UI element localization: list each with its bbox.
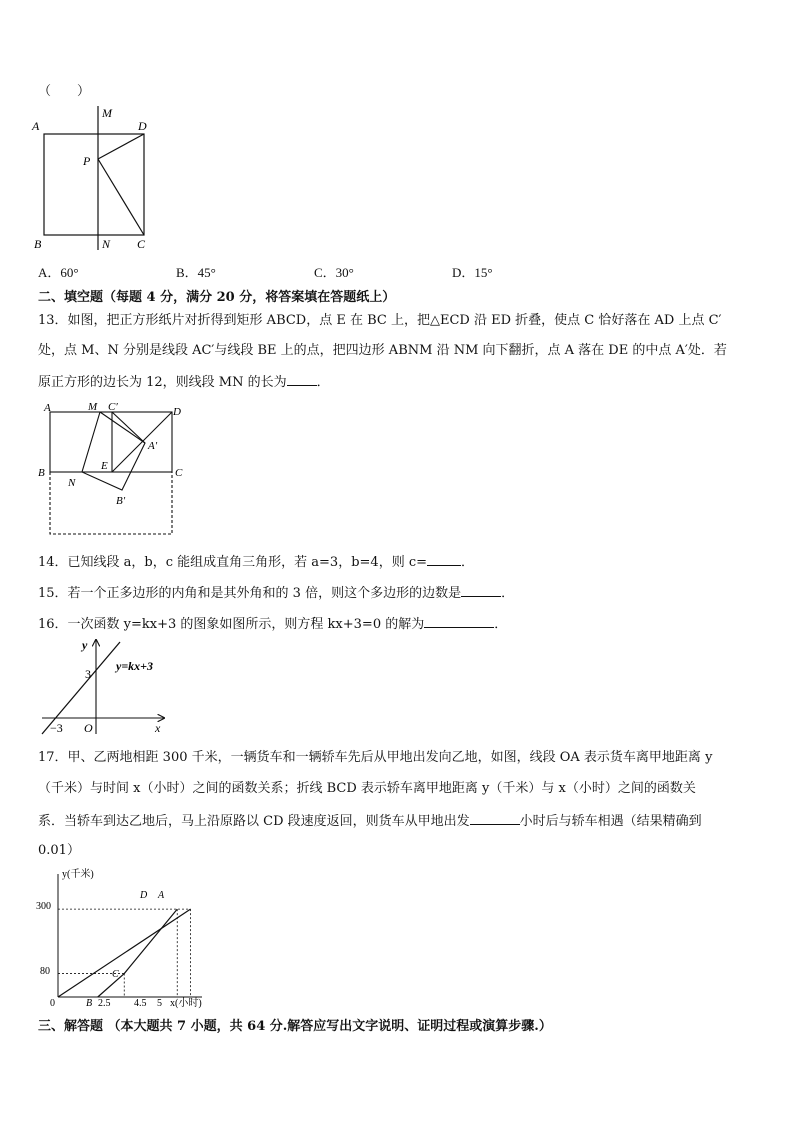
q12-choice-a[interactable]: A．60° [38, 265, 79, 280]
q17-series-line-1 [98, 909, 178, 997]
q17-label-c: C [112, 969, 119, 980]
q16-label-neg3: −3 [50, 721, 63, 735]
q17-label-a: A [158, 890, 165, 901]
q17-tick-300: 300 [36, 901, 51, 912]
q17-ylabel: y(千米) [62, 869, 94, 880]
q16-text [38, 615, 507, 633]
q17-label-d: D [140, 890, 148, 901]
q12-label-m: M [102, 106, 112, 120]
q16-label-3: 3 [85, 667, 91, 681]
q13-label-e: E [101, 460, 108, 472]
q16-label-y: y [82, 638, 88, 652]
q13-folded-quad [82, 412, 145, 490]
section2-heading: 二、填空题（每题 4 分，满分 20 分，将答案填在答题纸上） [38, 290, 396, 305]
q17-text-line1: 17．甲、乙两地相距 300 千米，一辆货车和一辆轿车先后从甲地出发向乙地，如图，线段 OA 表示货车离甲地距离 y [38, 750, 713, 765]
q12-choice-d[interactable]: D．15° [452, 265, 493, 280]
q13-label-b: B [38, 467, 45, 479]
q16-text-body: 16．一次函数 y=kx+3 的图象如图所示，则方程 kx+3=0 的解为 [38, 617, 425, 632]
q12-label-n: N [102, 237, 111, 251]
q17-tick-2.5: 2.5 [98, 998, 111, 1009]
q15-text [38, 584, 514, 602]
q13-label-d: D [173, 406, 181, 418]
q16-end-mark: ． [494, 617, 508, 632]
q14-text [38, 553, 474, 571]
q13-label-b1: B′ [116, 495, 126, 507]
q17-xlabel: x(小时) [170, 998, 202, 1009]
q16-figure [36, 634, 176, 738]
q17-tick-4.5: 4.5 [134, 998, 147, 1009]
q12-choice-b[interactable]: B．45° [176, 265, 216, 280]
q15-answer-blank[interactable] [461, 584, 501, 597]
q12-label-d: D [138, 119, 147, 133]
q16-answer-blank[interactable] [424, 615, 494, 628]
q15-end-mark: ． [501, 586, 515, 601]
q12-answer-paren: （ ） [38, 84, 91, 99]
q12-choice-c[interactable]: C．30° [314, 265, 354, 280]
section3-heading: 三、解答题 （本大题共 7 小题，共 64 分.解答应写出文字说明、证明过程或演算步骤.） [38, 1019, 552, 1034]
q13-answer-blank[interactable] [287, 373, 317, 386]
q12-rectangle [44, 134, 144, 235]
q17-text-line2: （千米）与时间 x（小时）之间的函数关系；折线 BCD 表示轿车离甲地距离 y（千米）与 x（小时）之间的函数关 [38, 781, 696, 796]
q14-end-mark: ． [461, 555, 475, 570]
q13-text-line3 [38, 373, 330, 391]
q16-label-func: y=kx+3 [116, 659, 154, 673]
q13-text-line3-body: 原正方形的边长为 12，则线段 MN 的长为 [38, 375, 287, 390]
q12-label-a: A [32, 119, 40, 133]
q12-segment-pc [98, 159, 144, 235]
q13-segment-c1a1 [112, 412, 145, 443]
q17-origin-label: 0 [50, 998, 55, 1009]
q13-label-a1: A′ [148, 440, 158, 452]
q16-label-x: x [155, 721, 161, 735]
q13-label-c: C [175, 467, 183, 479]
q17-label-b: B [86, 998, 93, 1009]
q17-answer-blank[interactable] [470, 812, 520, 825]
q17-chart [30, 864, 220, 1010]
q13-label-c1: C′ [108, 401, 118, 413]
q12-label-p: P [83, 154, 91, 168]
q12-figure [30, 102, 160, 254]
q14-text-body: 14．已知线段 a，b，c 能组成直角三角形，若 a=3，b=4，则 c= [38, 555, 427, 570]
q17-text-line3 [38, 812, 702, 830]
q12-segment-pd [98, 134, 144, 159]
q16-label-o: O [84, 721, 93, 735]
q17-text-line3a: 系．当轿车到达乙地后，马上沿原路以 CD 段速度返回，则货车从甲地出发 [38, 814, 470, 829]
q12-label-b: B [34, 237, 42, 251]
q15-text-body: 15．若一个正多边形的内角和是其外角和的 3 倍，则这个多边形的边数是 [38, 586, 462, 601]
q17-text-line3b: 小时后与轿车相遇（结果精确到 [519, 814, 702, 829]
q13-label-n: N [68, 477, 76, 489]
q13-figure [32, 398, 192, 540]
q13-text-line2: 处，点 M、N 分别是线段 AC′与线段 BE 上的点，把四边形 ABNM 沿 NM 向下翻折，点 A 落在 DE 的中点 A′处．若 [38, 343, 727, 358]
q17-series-line-0 [58, 909, 191, 997]
q14-answer-blank[interactable] [427, 553, 461, 566]
q17-tick-5: 5 [157, 998, 162, 1009]
q13-label-a: A [44, 402, 51, 414]
q13-text-line1: 13．如图，把正方形纸片对折得到矩形 ABCD，点 E 在 BC 上，把△ECD 沿 ED 折叠，使点 C 恰好落在 AD 上点 C′ [38, 313, 722, 328]
q17-text-line4: 0.01） [38, 843, 80, 858]
q12-label-c: C [137, 237, 146, 251]
q13-label-m: M [88, 401, 98, 413]
q13-end-mark: ． [316, 375, 330, 390]
q17-tick-80: 80 [40, 966, 50, 977]
